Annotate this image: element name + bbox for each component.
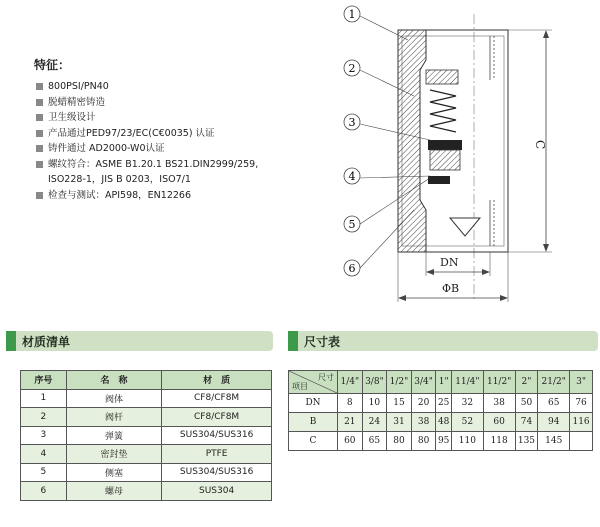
- body-wall-hatched: [398, 30, 426, 252]
- table-row: [21, 445, 272, 464]
- dim-dn-label: DN: [440, 256, 459, 269]
- feature-item: [28, 79, 328, 95]
- size-column-header: 11/2": [483, 371, 515, 394]
- materials-heading: 材质清单: [22, 335, 71, 349]
- table-cell: 31: [387, 413, 412, 432]
- dimensions-table: [288, 370, 593, 451]
- row-label-cell: B: [289, 413, 338, 432]
- bullet-square-icon: [36, 83, 43, 90]
- size-column-header: 3": [570, 371, 593, 394]
- table-row: [289, 432, 593, 451]
- table-cell: 15: [387, 394, 412, 413]
- materials-table: [20, 370, 272, 501]
- feature-item: [28, 126, 328, 142]
- table-cell: 60: [338, 432, 363, 451]
- table-cell: 4: [21, 445, 67, 464]
- table-cell: 50: [515, 394, 538, 413]
- table-cell: SUS304/SUS316: [162, 463, 272, 482]
- table-row: [289, 394, 593, 413]
- side-plug: [428, 176, 450, 184]
- materials-column-header: 名 称: [66, 371, 161, 390]
- svg-text:1: 1: [348, 8, 356, 21]
- table-cell: 48: [436, 413, 452, 432]
- table-row: [21, 482, 272, 501]
- table-cell: SUS304/SUS316: [162, 426, 272, 445]
- table-cell: CF8/CF8M: [162, 408, 272, 427]
- seal-ring: [426, 70, 458, 84]
- bullet-square-icon: [36, 161, 43, 168]
- svg-text:3: 3: [348, 116, 356, 129]
- table-cell: 阀杆: [66, 408, 161, 427]
- size-column-header: 2": [515, 371, 538, 394]
- feature-item: [28, 95, 328, 111]
- materials-heading-bar: [6, 331, 273, 351]
- spring: [430, 90, 456, 132]
- table-row: [21, 426, 272, 445]
- size-column-header: 1/2": [387, 371, 412, 394]
- table-cell: 110: [451, 432, 483, 451]
- row-label-cell: DN: [289, 394, 338, 413]
- table-cell: 80: [411, 432, 436, 451]
- dim-b-label: ΦB: [442, 282, 460, 295]
- size-column-header: 3/4": [411, 371, 436, 394]
- svg-text:4: 4: [348, 170, 356, 183]
- table-cell: 20: [411, 394, 436, 413]
- nut: [450, 218, 480, 236]
- table-cell: 60: [483, 413, 515, 432]
- bullet-square-icon: [36, 192, 43, 199]
- feature-text: 卫生级设计: [48, 112, 96, 123]
- row-label-cell: C: [289, 432, 338, 451]
- table-cell: SUS304: [162, 482, 272, 501]
- bullet-square-icon: [36, 145, 43, 152]
- table-cell: 65: [538, 394, 570, 413]
- features-section: [28, 56, 328, 203]
- table-cell: 24: [362, 413, 387, 432]
- seal-gasket: [428, 140, 462, 150]
- feature-text: 检查与测试：API598，EN12266: [48, 189, 191, 201]
- table-cell: 80: [387, 432, 412, 451]
- table-cell: 10: [362, 394, 387, 413]
- bullet-square-icon: [36, 99, 43, 106]
- dim-c-label: C: [533, 140, 547, 150]
- table-cell: 螺母: [66, 482, 161, 501]
- feature-text: 螺纹符合：ASME B1.20.1 BS21.DIN2999/259,: [48, 158, 259, 170]
- materials-column-header: 材 质: [162, 371, 272, 390]
- table-cell: 38: [411, 413, 436, 432]
- table-cell: 145: [538, 432, 570, 451]
- features-title: 特征：: [34, 58, 71, 72]
- size-column-header: 21/2": [538, 371, 570, 394]
- feature-text: 铸件通过 AD2000-W0认证: [48, 143, 165, 154]
- table-cell: 94: [538, 413, 570, 432]
- table-cell: 135: [515, 432, 538, 451]
- table-cell: 2: [21, 408, 67, 427]
- table-cell: 密封垫: [66, 445, 161, 464]
- bullet-square-icon: [36, 114, 43, 121]
- feature-item: [28, 141, 328, 157]
- table-row: [21, 408, 272, 427]
- feature-item: [28, 110, 328, 126]
- table-cell: 25: [436, 394, 452, 413]
- size-column-header: 3/8": [362, 371, 387, 394]
- table-cell: 21: [338, 413, 363, 432]
- callout-5: [344, 216, 360, 232]
- table-cell: 65: [362, 432, 387, 451]
- table-cell: CF8/CF8M: [162, 389, 272, 408]
- callout-1: [344, 6, 360, 22]
- size-column-header: 11/4": [451, 371, 483, 394]
- table-cell: 74: [515, 413, 538, 432]
- feature-text: 产品通过PED97/23/EC(C€0035) 认证: [48, 127, 215, 139]
- table-cell: 6: [21, 482, 67, 501]
- feature-item: [28, 157, 328, 188]
- feature-text: ISO228-1，JIS B 0203，ISO7/1: [48, 174, 191, 185]
- callout-3: [344, 114, 360, 130]
- sizes-heading-bar: [288, 331, 598, 351]
- materials-column-header: 序号: [21, 371, 67, 390]
- disc: [430, 150, 460, 170]
- table-cell: 1: [21, 389, 67, 408]
- table-cell: 侧塞: [66, 463, 161, 482]
- table-cell: 76: [570, 394, 593, 413]
- callout-4: [344, 168, 360, 184]
- table-cell: 5: [21, 463, 67, 482]
- table-cell: 阀体: [66, 389, 161, 408]
- svg-text:2: 2: [348, 62, 356, 75]
- table-row: [21, 389, 272, 408]
- svg-text:6: 6: [348, 262, 356, 275]
- table-cell: [570, 432, 593, 451]
- table-cell: 52: [451, 413, 483, 432]
- size-column-header: 1/4": [338, 371, 363, 394]
- table-row: [289, 413, 593, 432]
- corner-header-cell: 尺寸 项目: [289, 371, 338, 394]
- table-row: [21, 463, 272, 482]
- callout-2: [344, 60, 360, 76]
- table-cell: 3: [21, 426, 67, 445]
- size-column-header: 1": [436, 371, 452, 394]
- table-cell: 32: [451, 394, 483, 413]
- callout-6: [344, 260, 360, 276]
- feature-text: 800PSI/PN40: [48, 81, 109, 92]
- table-cell: 116: [570, 413, 593, 432]
- table-cell: 8: [338, 394, 363, 413]
- svg-text:5: 5: [348, 218, 356, 231]
- bullet-square-icon: [36, 130, 43, 137]
- table-cell: 弹簧: [66, 426, 161, 445]
- feature-text: 脱蜡精密铸造: [48, 96, 106, 108]
- table-cell: 95: [436, 432, 452, 451]
- table-cell: PTFE: [162, 445, 272, 464]
- sizes-heading: 尺寸表: [304, 335, 341, 349]
- table-cell: 38: [483, 394, 515, 413]
- features-list: [28, 79, 328, 203]
- valve-cross-section-drawing: [330, 0, 600, 310]
- feature-item: [28, 188, 328, 204]
- table-cell: 118: [483, 432, 515, 451]
